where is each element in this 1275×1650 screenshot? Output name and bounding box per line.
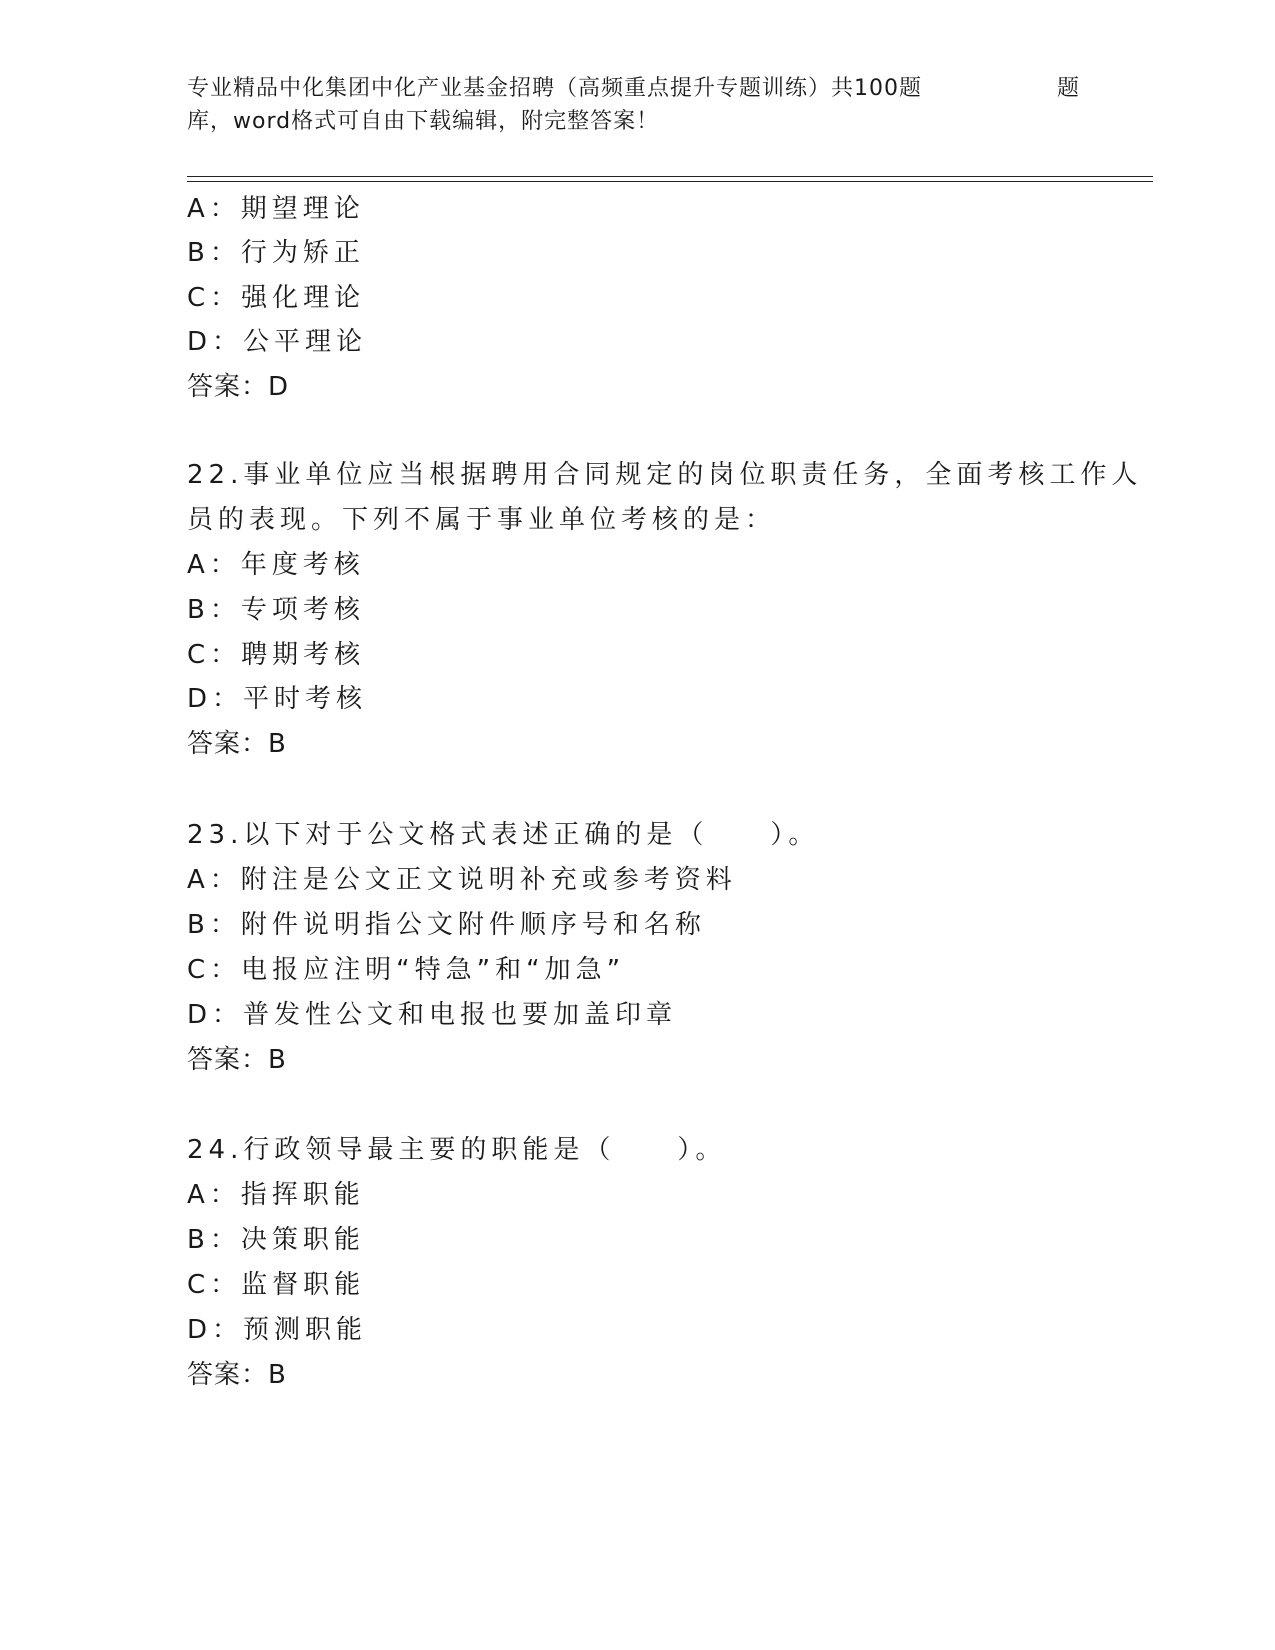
header-divider-bottom: [187, 181, 1153, 182]
q22-answer: 答案：B: [187, 729, 287, 759]
q24-option-d: D：预测职能: [187, 1315, 368, 1345]
header-title-tail: 题: [1057, 76, 1081, 101]
q24-stem: 24.行政领导最主要的职能是（ ）。: [187, 1135, 727, 1165]
q21-option-c: C：强化理论: [187, 283, 366, 313]
q24-option-a: A：指挥职能: [187, 1180, 365, 1210]
q23-option-c: C：电报应注明“特急”和“加急”: [187, 955, 626, 985]
q22-option-d: D：平时考核: [187, 684, 368, 714]
header-title-line-1: 专业精品中化集团中化产业基金招聘（高频重点提升专题训练）共100题 题: [187, 72, 1087, 105]
q22-option-c: C：聘期考核: [187, 640, 366, 670]
q21-answer: 答案：D: [187, 372, 290, 402]
q21-option-b: B：行为矫正: [187, 238, 365, 268]
q24-answer: 答案：B: [187, 1360, 287, 1390]
q23-option-b: B：附件说明指公文附件顺序号和名称: [187, 910, 706, 940]
q22-option-a: A：年度考核: [187, 550, 365, 580]
q24-option-b: B：决策职能: [187, 1225, 365, 1255]
q22-option-b: B：专项考核: [187, 595, 365, 625]
document-header: [187, 72, 1087, 138]
q22-stem-line-1: 22.事业单位应当根据聘用合同规定的岗位职责任务，全面考核工作人: [187, 460, 1143, 490]
q23-option-d: D：普发性公文和电报也要加盖印章: [187, 1000, 678, 1030]
q23-option-a: A：附注是公文正文说明补充或参考资料: [187, 865, 737, 895]
q24-option-c: C：监督职能: [187, 1270, 366, 1300]
q23-stem: 23.以下对于公文格式表述正确的是（ ）。: [187, 820, 820, 850]
q21-option-d: D：公平理论: [187, 327, 368, 357]
q21-option-a: A：期望理论: [187, 194, 365, 224]
header-divider-top: [187, 176, 1153, 177]
q23-answer: 答案：B: [187, 1045, 287, 1075]
q22-stem-line-2: 员的表现。下列不属于事业单位考核的是：: [187, 505, 777, 535]
header-title-line-2: 库，word格式可自由下载编辑，附完整答案！: [187, 109, 660, 134]
